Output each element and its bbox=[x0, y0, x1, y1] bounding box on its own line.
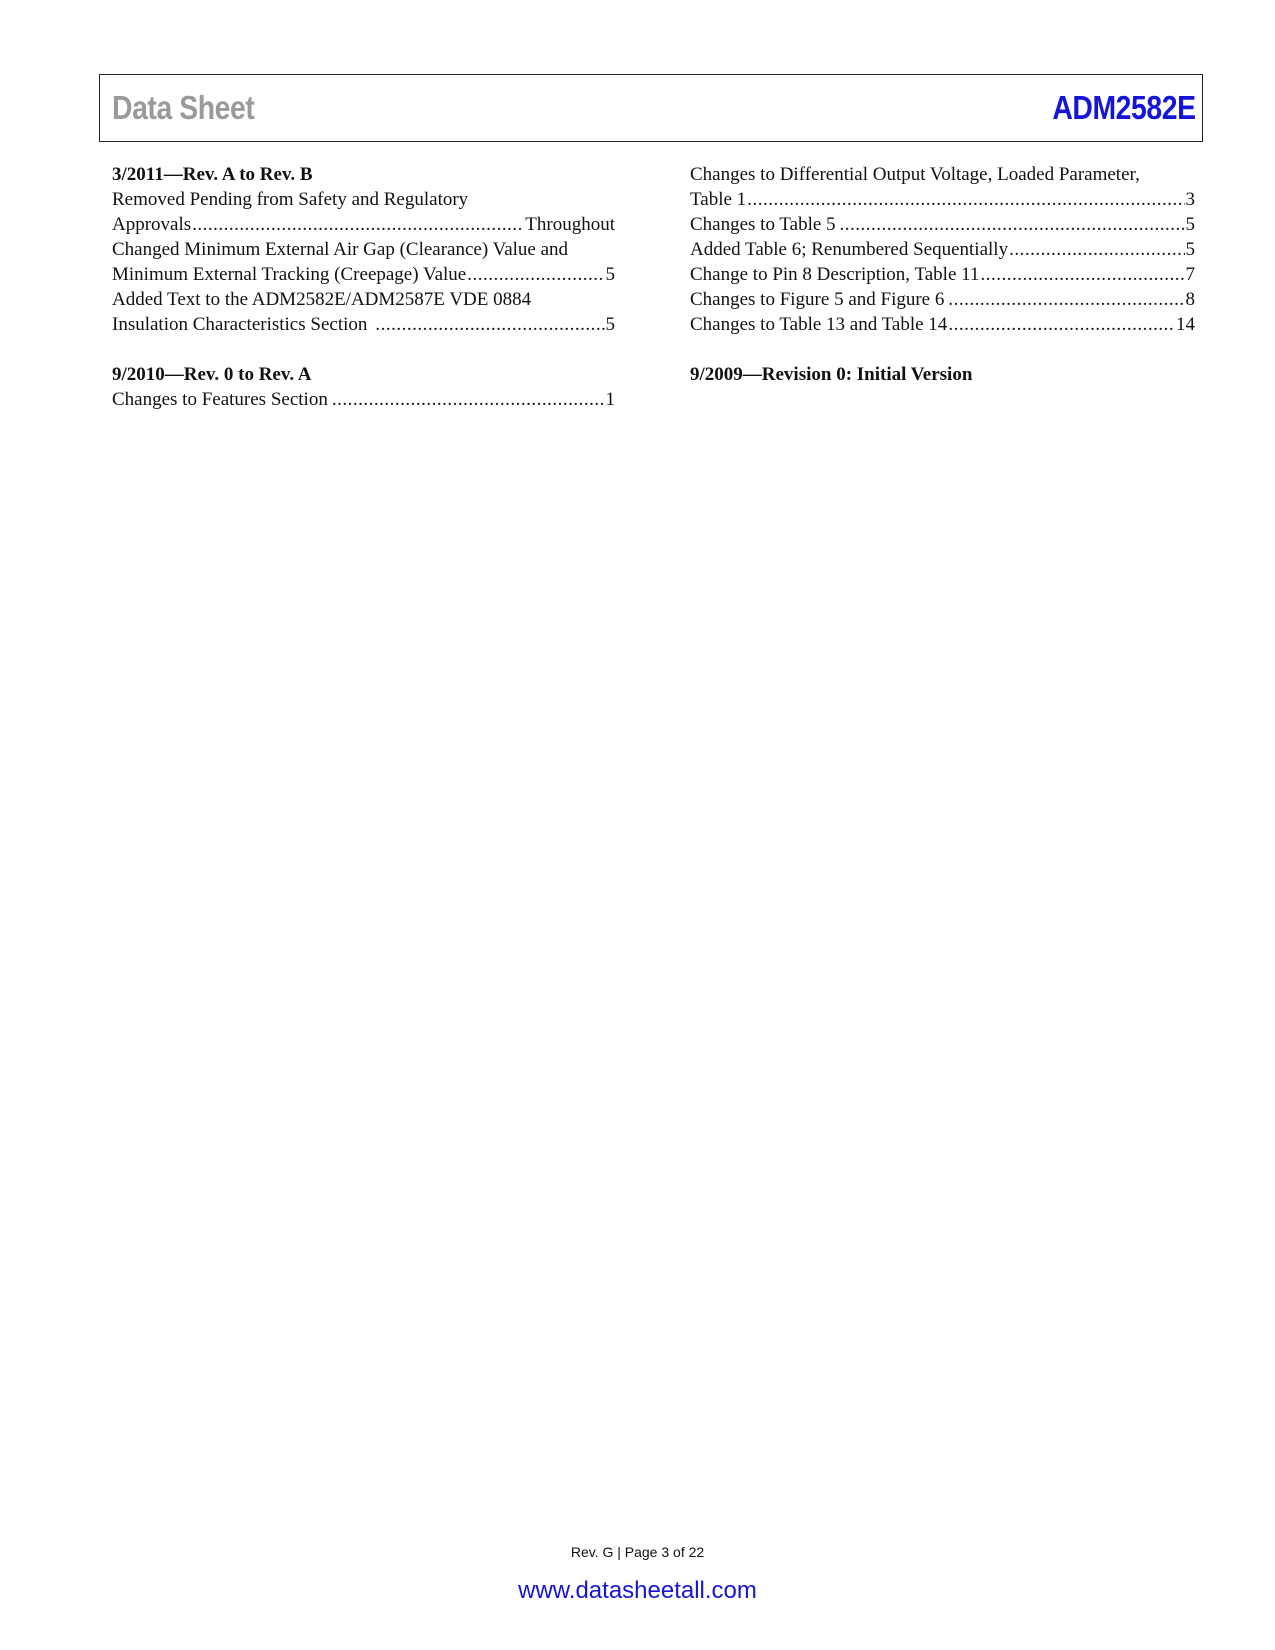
leader-dots bbox=[332, 387, 605, 412]
revision-history-left-column bbox=[112, 162, 615, 412]
revision-history-right-column bbox=[690, 162, 1195, 387]
header-part-number: ADM2582E bbox=[1052, 89, 1196, 126]
revision-entry bbox=[112, 387, 615, 412]
revision-entry bbox=[112, 262, 615, 287]
revision-entry-page: 1 bbox=[605, 389, 615, 410]
revision-heading-initial: 9/2009—Revision 0: Initial Version bbox=[690, 364, 973, 385]
revision-entry-page: 3 bbox=[1185, 189, 1195, 210]
website-link[interactable]: www.datasheetall.com bbox=[518, 1577, 757, 1604]
revision-entry bbox=[690, 287, 1195, 312]
leader-dots bbox=[467, 262, 604, 287]
revision-entry-text: Insulation Characteristics Section bbox=[112, 314, 368, 335]
revision-entry-text: Changes to Differential Output Voltage, Loaded Parameter, bbox=[690, 164, 1140, 185]
revision-entry-text: Table 1 bbox=[690, 189, 747, 210]
revision-entry-text: Minimum External Tracking (Creepage) Value bbox=[112, 264, 467, 285]
leader-dots bbox=[948, 287, 1184, 312]
revision-entry-text: Changes to Table 5 bbox=[690, 214, 836, 235]
revision-entry bbox=[112, 312, 615, 337]
revision-entry-text: Removed Pending from Safety and Regulatory bbox=[112, 189, 469, 210]
leader-dots bbox=[948, 312, 1175, 337]
revision-entry-text: Changes to Figure 5 and Figure 6 bbox=[690, 289, 945, 310]
revision-entry bbox=[690, 262, 1195, 287]
revision-entry-page: Throughout bbox=[525, 214, 615, 235]
leader-dots bbox=[980, 262, 1184, 287]
revision-entry bbox=[112, 212, 615, 237]
revision-entry-page: 14 bbox=[1176, 314, 1195, 335]
revision-entry-page: 5 bbox=[1185, 239, 1195, 260]
leader-dots bbox=[375, 312, 604, 337]
revision-entry bbox=[690, 237, 1195, 262]
revision-entry-page: 7 bbox=[1185, 264, 1195, 285]
page-footer: Rev. G | Page 3 of 22 bbox=[570, 1544, 705, 1560]
page-header bbox=[99, 74, 1203, 142]
revision-entry-text: Changes to Features Section bbox=[112, 389, 328, 410]
revision-entry-text: Added Text to the ADM2582E/ADM2587E VDE 0884 bbox=[112, 289, 532, 310]
revision-heading-rev-a: 9/2010—Rev. 0 to Rev. A bbox=[112, 364, 312, 385]
leader-dots bbox=[192, 212, 524, 237]
leader-dots bbox=[840, 212, 1185, 237]
header-doc-type: Data Sheet bbox=[112, 89, 255, 126]
leader-dots bbox=[747, 187, 1184, 212]
revision-entry bbox=[690, 187, 1195, 212]
revision-entry-page: 5 bbox=[605, 264, 615, 285]
revision-entry-page: 5 bbox=[1185, 214, 1195, 235]
revision-entry-page: 5 bbox=[605, 314, 615, 335]
revision-entry bbox=[690, 212, 1195, 237]
revision-entry-text: Changed Minimum External Air Gap (Clearance) Value and bbox=[112, 239, 569, 260]
revision-entry-text: Change to Pin 8 Description, Table 11 bbox=[690, 264, 980, 285]
revision-entry bbox=[690, 312, 1195, 337]
leader-dots bbox=[1009, 237, 1184, 262]
revision-entry-text: Added Table 6; Renumbered Sequentially bbox=[690, 239, 1009, 260]
revision-entry-page: 8 bbox=[1185, 289, 1195, 310]
revision-entry-text: Approvals bbox=[112, 214, 192, 235]
revision-heading-rev-b: 3/2011—Rev. A to Rev. B bbox=[112, 164, 313, 185]
revision-entry-text: Changes to Table 13 and Table 14 bbox=[690, 314, 948, 335]
